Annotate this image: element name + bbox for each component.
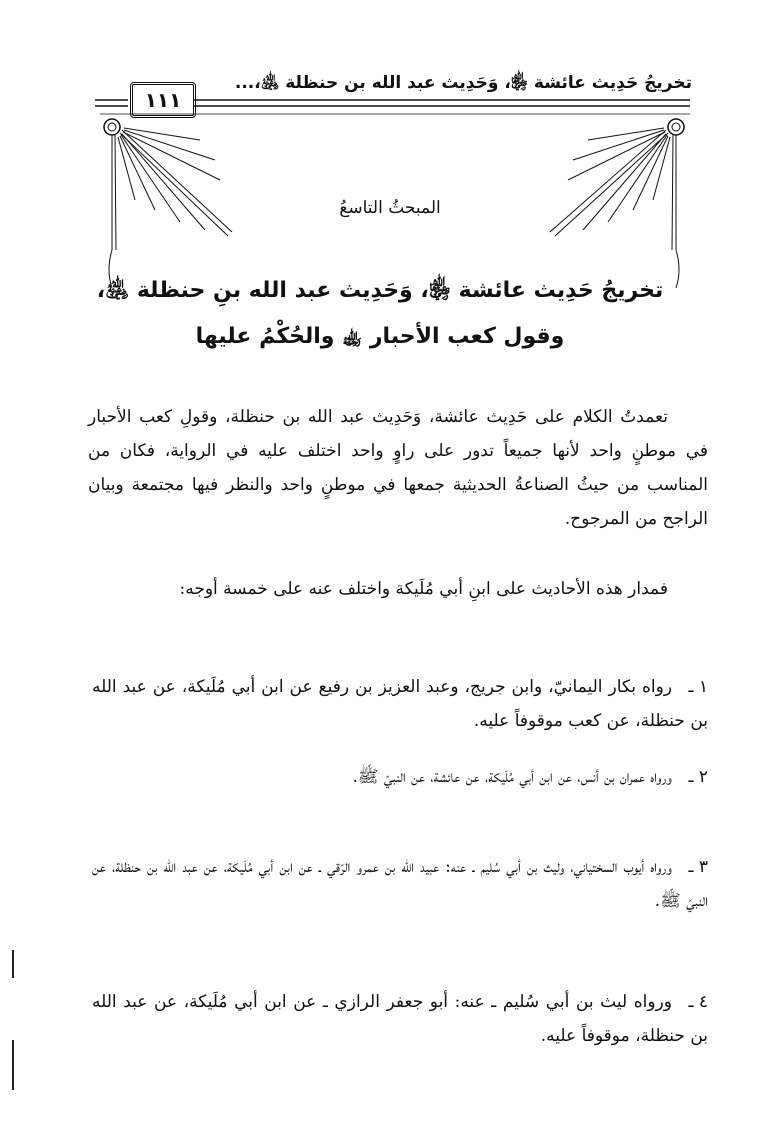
list-item <box>92 760 708 794</box>
scan-edge-mark <box>12 1040 14 1090</box>
paragraph-madar: فمدار هذه الأحاديث على ابنِ أبي مُلَيكة واختلف عنه على خمسة أوجه: <box>179 579 668 599</box>
section-label: المبحثُ التاسعُ <box>339 198 441 218</box>
list-item <box>92 850 708 918</box>
list-item-text: ورواه ليث بن أبي سُليم ـ عنه: أبو جعفر الرازي ـ عن ابن أبي مُلَيكة، عن عبد الله بن حنظلة، موقوفاً عليه. <box>92 992 708 1046</box>
page-number: ١١١ <box>130 82 196 118</box>
list-item <box>92 985 708 1053</box>
list-item-text: ورواه عمران بن أنس، عن ابن أبي مُلَيكة، عن عائشة، عن النبيّ ﷺ. <box>352 767 672 787</box>
list-item-text: رواه بكار اليمانيّ، وابن جريج، وعبد العزيز بن رفيع عن ابن أبي مُلَيكة، عن عبد الله بن حنظلة، عن كعب موقوفاً عليه. <box>92 677 708 731</box>
chapter-title-line-2: وقول كعب الأحبار ﵀ والحُكْمُ عليها <box>195 324 565 349</box>
paragraph-intro: تعمدتُ الكلام على حَدِيث عائشة، وَحَدِيث عبد الله بن حنظلة، وقولِ كعب الأحبار في موطنٍ واحد لأنها جميعاً تدور على راوٍ واحد اختلف عليه في الرواية، فكان من المناسب من حيثُ الصناعةُ الحديثية جمعها في موطنٍ واحد والنظر فيها مجتمعة وبيان الراجح من المرجوح. <box>88 407 708 529</box>
chapter-title <box>40 268 720 360</box>
chapter-title-line-1: تخريجُ حَدِيث عائشة ﵂، وَحَدِيث عبد الله بنِ حنظلة ﵁، <box>96 278 664 303</box>
scan-edge-mark <box>12 950 14 978</box>
list-item-number: ١ ـ <box>688 677 708 697</box>
list-item-number: ٤ ـ <box>688 992 708 1012</box>
list-item-text: ورواه أيوب السختياني، وليث بن أبي سُليم ـ عنه: عبيد الله بن عمرو الرّقي ـ عن ابن أبي مُلَيكة، عن عبد الله بن حنظلة، عن النبيّ ﷺ. <box>92 857 708 911</box>
list-item-number: ٢ ـ <box>688 767 708 787</box>
list-item <box>92 670 708 738</box>
running-head: تخريجُ حَدِيث عائشة ﵂، وَحَدِيث عبد الله بن حنظلة ﵁،... <box>234 73 692 93</box>
list-item-number: ٣ ـ <box>688 857 708 877</box>
